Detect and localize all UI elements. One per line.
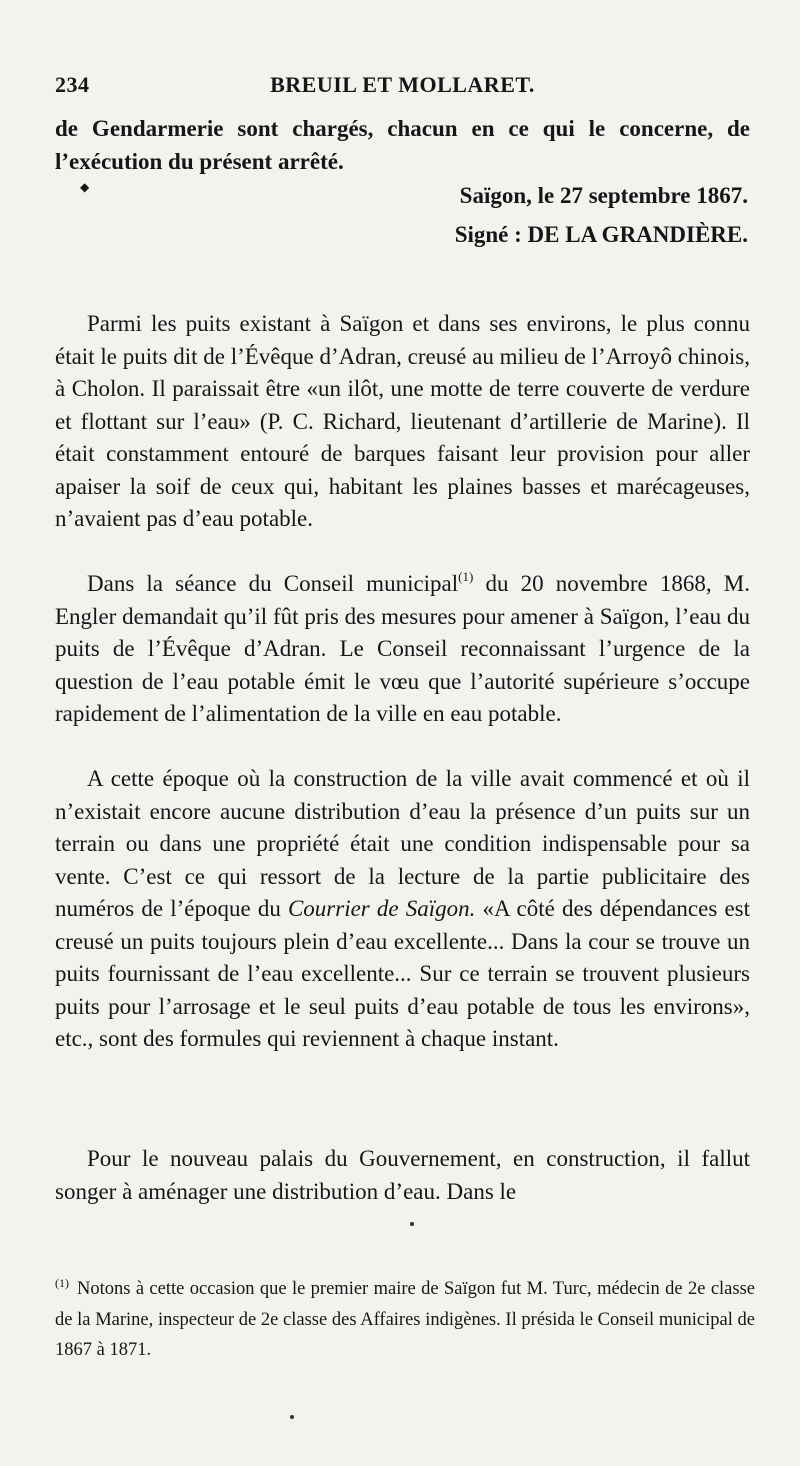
paragraph-4: Pour le nouveau palais du Gouvernement, en construction, il fallut songer à aménager une distribution d’eau. Dans le <box>55 1146 750 1204</box>
newspaper-title: Courrier de Saïgon. <box>287 896 476 921</box>
page-number: 234 <box>55 72 90 97</box>
ink-speck <box>410 1222 414 1226</box>
paragraph-3 <box>55 763 750 1056</box>
paragraph-3-text-a: A cette époque où la construction de la ville avait commencé et où il n’existait encore aucune distribution d’eau la présence d’un puits sur un terrain ou dans une propriété était une condition indispensable pour sa vente. C’est ce qui ressort de la lecture de la partie publicitaire des numéros de l’époque du <box>55 766 750 921</box>
bullet-mark: ◆ <box>80 180 90 194</box>
footnote-mark: (1) <box>55 1276 69 1290</box>
ink-speck <box>290 1415 294 1419</box>
running-title: BREUIL ET MOLLARET. <box>270 72 535 97</box>
paragraph-3-text-b: «A côté des dépendances est creusé un puits toujours plein d’eau excellente... Dans la cour se trouve un puits fournissant de l’eau excellente... Sur ce terrain se trouvent plusieurs puits pour l’arrosage et le seul puits d’eau potable de tous les environs», etc., sont des formules qui reviennent à chaque instant. <box>55 896 750 1051</box>
paragraph-2-text-b: du 20 novembre 1868, M. Engler demandait qu’il fût pris des mesures pour amener à Saïgon, l’eau du puits de l’Évêque d’Adran. Le Conseil reconnaissant l’urgence de la question de l’eau potable émit le vœu que l’autorité supérieure s’occupe rapidement de l’alimentation de la ville en eau potable. <box>55 571 750 726</box>
opening-paragraph: de Gendarmerie sont chargés, chacun en ce qui le concerne, de l’exécution du présent arrêté. <box>55 116 750 174</box>
footnote <box>55 1268 755 1366</box>
page-header <box>55 72 750 104</box>
paragraph-1: Parmi les puits existant à Saïgon et dans ses environs, le plus connu était le puits dit de l’Évêque d’Adran, creusé au milieu de l’Arroyô chinois, à Cholon. Il paraissait être «un ilôt, une motte de terre couverte de verdure et flottant sur l’eau» (P. C. Richard, lieutenant d’artillerie de Marine). Il était constamment entouré de barques faisant leur provision pour aller apaiser la soif de ceux qui, habitant les plaines basses et marécageuses, n’avaient pas d’eau potable. <box>55 311 750 531</box>
footnote-text: Notons à cette occasion que le premier maire de Saïgon fut M. Turc, médecin de 2e classe de la Marine, inspecteur de 2e classe des Affaires indigènes. Il présida le Conseil municipal de 1867 à 1871. <box>55 1279 755 1360</box>
signature-signed: Signé : DE LA GRANDIÈRE. <box>454 222 748 247</box>
footnote-reference: (1) <box>458 569 474 584</box>
paragraph-2-text-a: Dans la séance du Conseil municipal <box>87 571 459 596</box>
signature-place-date: Saïgon, le 27 septembre 1867. <box>459 183 748 208</box>
paragraph-2 <box>55 568 750 731</box>
